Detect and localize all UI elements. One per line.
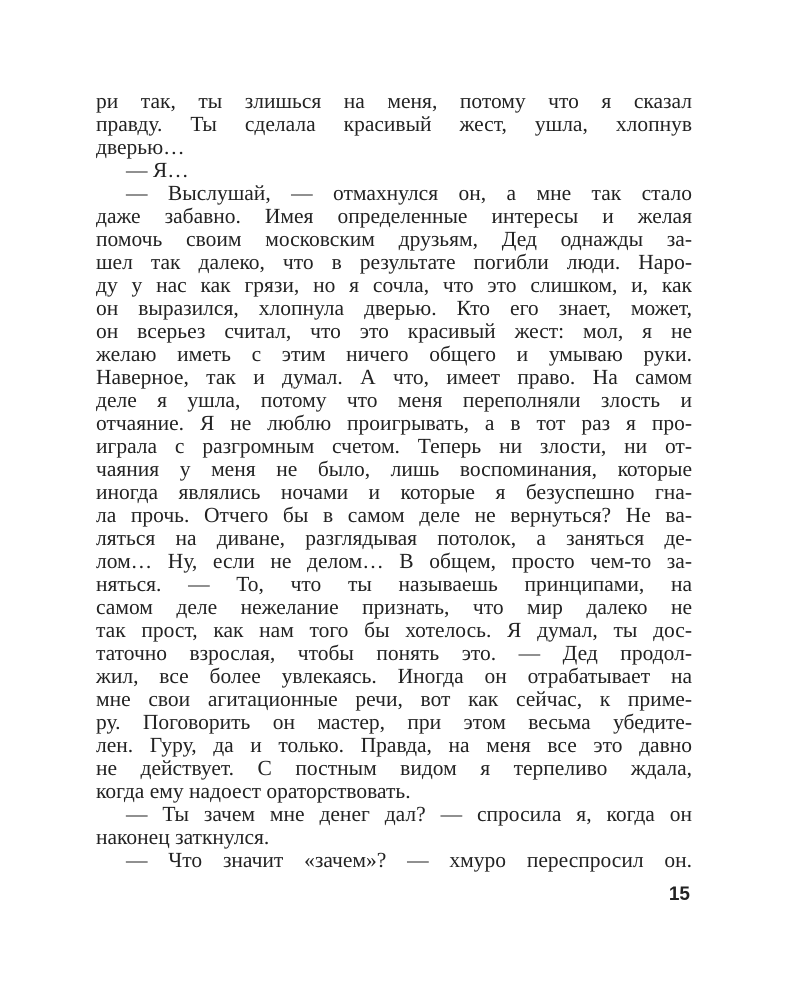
text-line: желаю иметь с этим ничего общего и умываю руки. [96, 342, 692, 366]
text-line: лен. Гуру, да и только. Правда, на меня все это давно [96, 733, 692, 757]
text-line: ляться на диване, разглядывая потолок, а заняться де- [96, 526, 692, 550]
text-line: ду у нас как грязи, но я сочла, что это слишком, и, как [96, 273, 692, 297]
text-line: деле я ушла, потому что меня переполняли злость и [96, 388, 692, 412]
text-line: иногда являлись ночами и которые я безуспешно гна- [96, 480, 692, 504]
text-line: — Что значит «зачем»? — хмуро переспросил он. [126, 848, 692, 872]
text-line: — Я… [126, 158, 189, 182]
text-line: чаяния у меня не было, лишь воспоминания, которые [96, 457, 692, 481]
text-line: даже забавно. Имея определенные интересы и желая [96, 204, 692, 228]
text-line: ри так, ты злишься на меня, потому что я сказал [96, 89, 692, 113]
text-line: таточно взрослая, чтобы понять это. — Дед продол- [96, 641, 692, 665]
text-line: отчаяние. Я не люблю проигрывать, а в тот раз я про- [96, 411, 692, 435]
text-line: он всерьез считал, что это красивый жест: мол, я не [96, 319, 692, 343]
text-line: самом деле нежелание признать, что мир далеко не [96, 595, 692, 619]
text-line: играла с разгромным счетом. Теперь ни злости, ни от- [96, 434, 692, 458]
text-line: няться. — То, что ты называешь принципами, на [96, 572, 692, 596]
text-line: ла прочь. Отчего бы в самом деле не вернуться? Не ва- [96, 503, 692, 527]
text-line: он выразился, хлопнула дверью. Кто его знает, может, [96, 296, 692, 320]
page-number: 15 [668, 884, 690, 905]
text-line: так прост, как нам того бы хотелось. Я думал, ты дос- [96, 618, 692, 642]
text-line: лом… Ну, если не делом… В общем, просто чем-то за- [96, 549, 692, 573]
text-line: правду. Ты сделала красивый жест, ушла, хлопнув [96, 112, 692, 136]
text-line: шел так далеко, что в результате погибли люди. Наро- [96, 250, 692, 274]
text-line: — Выслушай, — отмахнулся он, а мне так стало [126, 181, 692, 205]
text-line: ру. Поговорить он мастер, при этом весьма убедите- [96, 710, 692, 734]
text-line: мне свои агитационные речи, вот как сейчас, к приме- [96, 687, 692, 711]
text-line: жил, все более увлекаясь. Иногда он отрабатывает на [96, 664, 692, 688]
text-line: когда ему надоест ораторствовать. [96, 779, 411, 803]
text-line: помочь своим московским друзьям, Дед однажды за- [96, 227, 692, 251]
text-line: не действует. С постным видом я терпеливо ждала, [96, 756, 692, 780]
text-line: наконец заткнулся. [96, 825, 270, 849]
text-line: Наверное, так и думал. А что, имеет право. На самом [96, 365, 692, 389]
body-text [96, 90, 692, 872]
text-line: — Ты зачем мне денег дал? — спросила я, когда он [126, 802, 692, 826]
text-line: дверью… [96, 135, 185, 159]
